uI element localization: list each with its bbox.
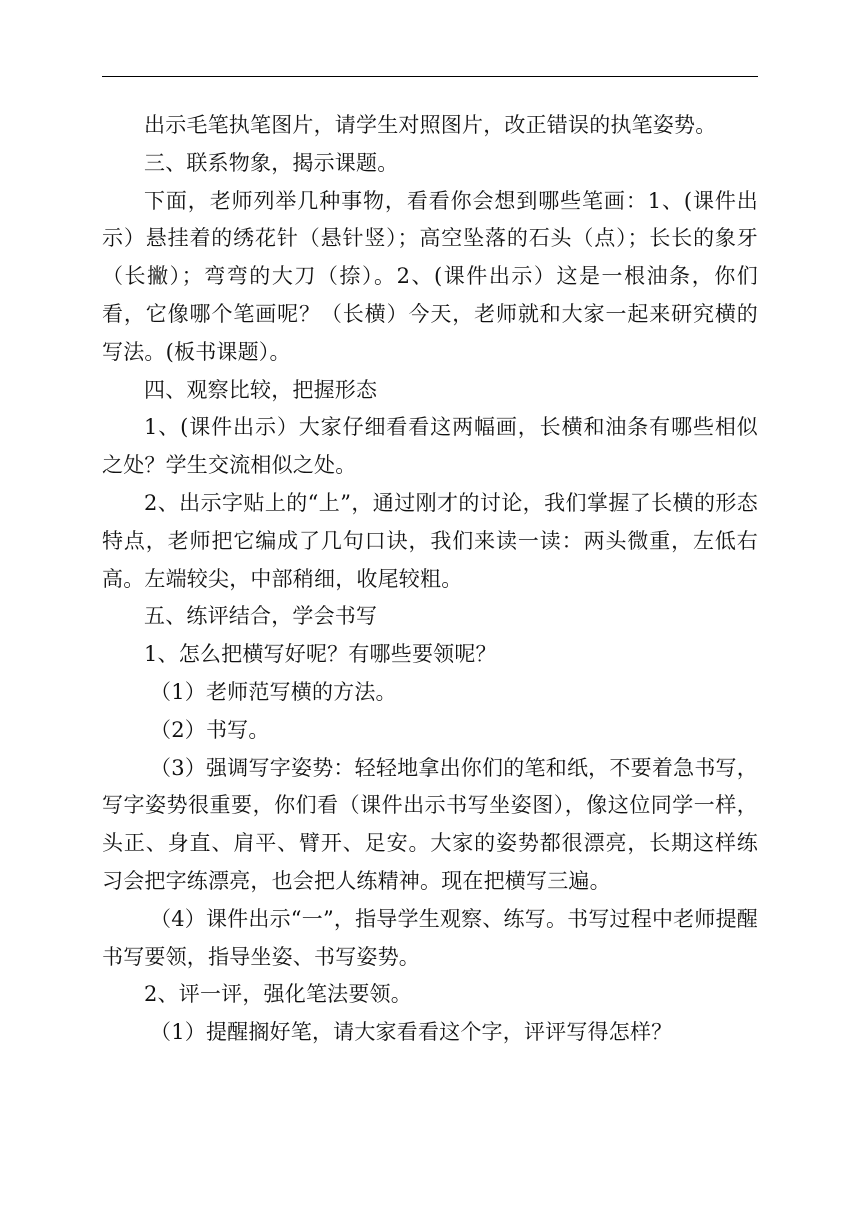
paragraph: 2、出示字贴上的“上”，通过刚才的讨论，我们掌握了长横的形态特点，老师把它编成了几句口诀，我们来读一读：两头微重，左低右高。左端较尖，中部稍细，收尾较粗。 <box>102 490 758 591</box>
paragraph: 下面，老师列举几种事物，看看你会想到哪些笔画：1、(课件出示）悬挂着的绣花针（悬针竖）；高空坠落的石头（点）；长长的象牙（长撇）；弯弯的大刀（捺）。2、(课件出示）这是一根油条，你们看，它像哪个笔画呢？（长横）今天，老师就和大家一起来研究横的写法。(板书课题）。 <box>102 188 758 364</box>
paragraph: 1、怎么把横写好呢？有哪些要领呢？ <box>144 642 497 667</box>
paragraph: 出示毛笔执笔图片，请学生对照图片，改正错误的执笔姿势。 <box>144 113 717 137</box>
list-item: （1）老师范写横的方法。 <box>150 679 397 704</box>
paragraph: 1、(课件出示）大家仔细看看这两幅画，长横和油条有哪些相似之处？学生交流相似之处。 <box>102 415 758 478</box>
paragraph: 2、评一评，强化笔法要领。 <box>144 982 412 1007</box>
header-rule <box>102 76 758 77</box>
section-heading: 四、观察比较，把握形态 <box>144 377 378 402</box>
list-item: （2）书写。 <box>150 717 270 742</box>
list-item: （1）提醒搁好笔，请大家看看这个字，评评写得怎样？ <box>150 1020 673 1045</box>
section-heading: 三、联系物象，揭示课题。 <box>144 150 399 175</box>
section-heading: 五、练评结合，学会书写 <box>144 604 378 629</box>
document-body <box>102 107 758 1052</box>
list-item: （3）强调写字姿势：轻轻地拿出你们的笔和纸，不要着急书写，写字姿势很重要，你们看（课件出示书写坐姿图），像这位同学一样，头正、身直、肩平、臂开、足安。大家的姿势都很漂亮，长期这样练习会把字练漂亮，也会把人练精神。现在把横写三遍。 <box>102 755 758 893</box>
list-item: （4）课件出示“一”，指导学生观察、练写。书写过程中老师提醒书写要领，指导坐姿、书写姿势。 <box>102 906 758 969</box>
